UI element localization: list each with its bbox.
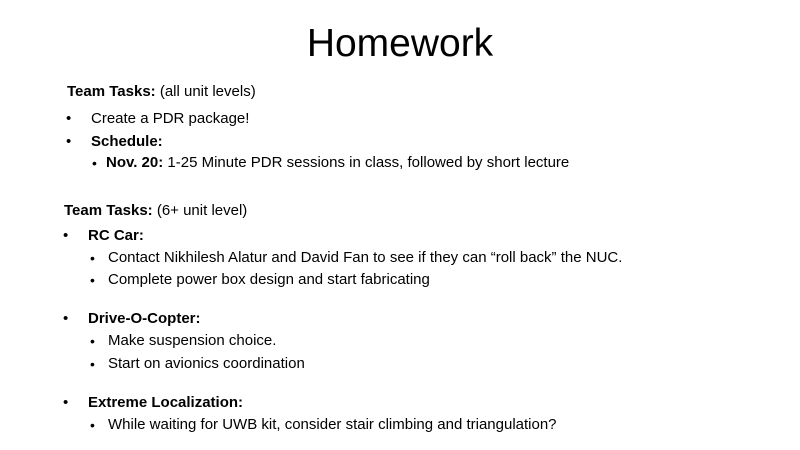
section1-subitem-1 (106, 154, 569, 172)
section1-subitem-1-text: 1-25 Minute PDR sessions in class, followed by short lecture (163, 154, 570, 171)
slide-title: Homework (306, 22, 494, 65)
bullet-dot: • (66, 110, 72, 127)
sub-bullet-dot: • (90, 272, 95, 288)
section1-item-1-text: Create a PDR package! (91, 110, 250, 127)
section2-heading (64, 202, 247, 220)
rc-car-item-2: Complete power box design and start fabricating (108, 271, 430, 288)
bullet-dot: • (63, 310, 69, 327)
sub-bullet-dot: • (90, 250, 95, 266)
extreme-localization-item-1: While waiting for UWB kit, consider stair climbing and triangulation? (108, 416, 557, 433)
section1-item-2 (91, 133, 163, 151)
sub-bullet-dot: • (90, 333, 95, 349)
section2-heading-rest: (6+ unit level) (152, 202, 248, 219)
sub-bullet-dot: • (90, 417, 95, 433)
section1-item-1 (91, 110, 249, 128)
section1-heading-bold: Team Tasks: (67, 83, 156, 100)
section1-subitem-1-bold: Nov. 20: (106, 154, 164, 171)
drive-o-copter-item-1: Make suspension choice. (108, 332, 277, 349)
bullet-dot: • (66, 133, 72, 150)
group-label-drive-o-copter: Drive-O-Copter: (88, 310, 201, 327)
section1-heading (67, 83, 256, 101)
sub-bullet-dot: • (90, 356, 95, 372)
drive-o-copter-item-2: Start on avionics coordination (108, 355, 305, 372)
bullet-dot: • (63, 227, 69, 244)
sub-bullet-dot: • (92, 155, 97, 171)
rc-car-item-1: Contact Nikhilesh Alatur and David Fan to see if they can “roll back” the NUC. (108, 249, 623, 266)
section1-item-2-bold: Schedule: (91, 133, 163, 150)
bullet-dot: • (63, 394, 69, 411)
section2-heading-bold: Team Tasks: (64, 202, 153, 219)
group-label-extreme-localization: Extreme Localization: (88, 394, 244, 411)
section1-heading-rest: (all unit levels) (155, 83, 256, 100)
group-label-rc-car: RC Car: (88, 227, 144, 244)
